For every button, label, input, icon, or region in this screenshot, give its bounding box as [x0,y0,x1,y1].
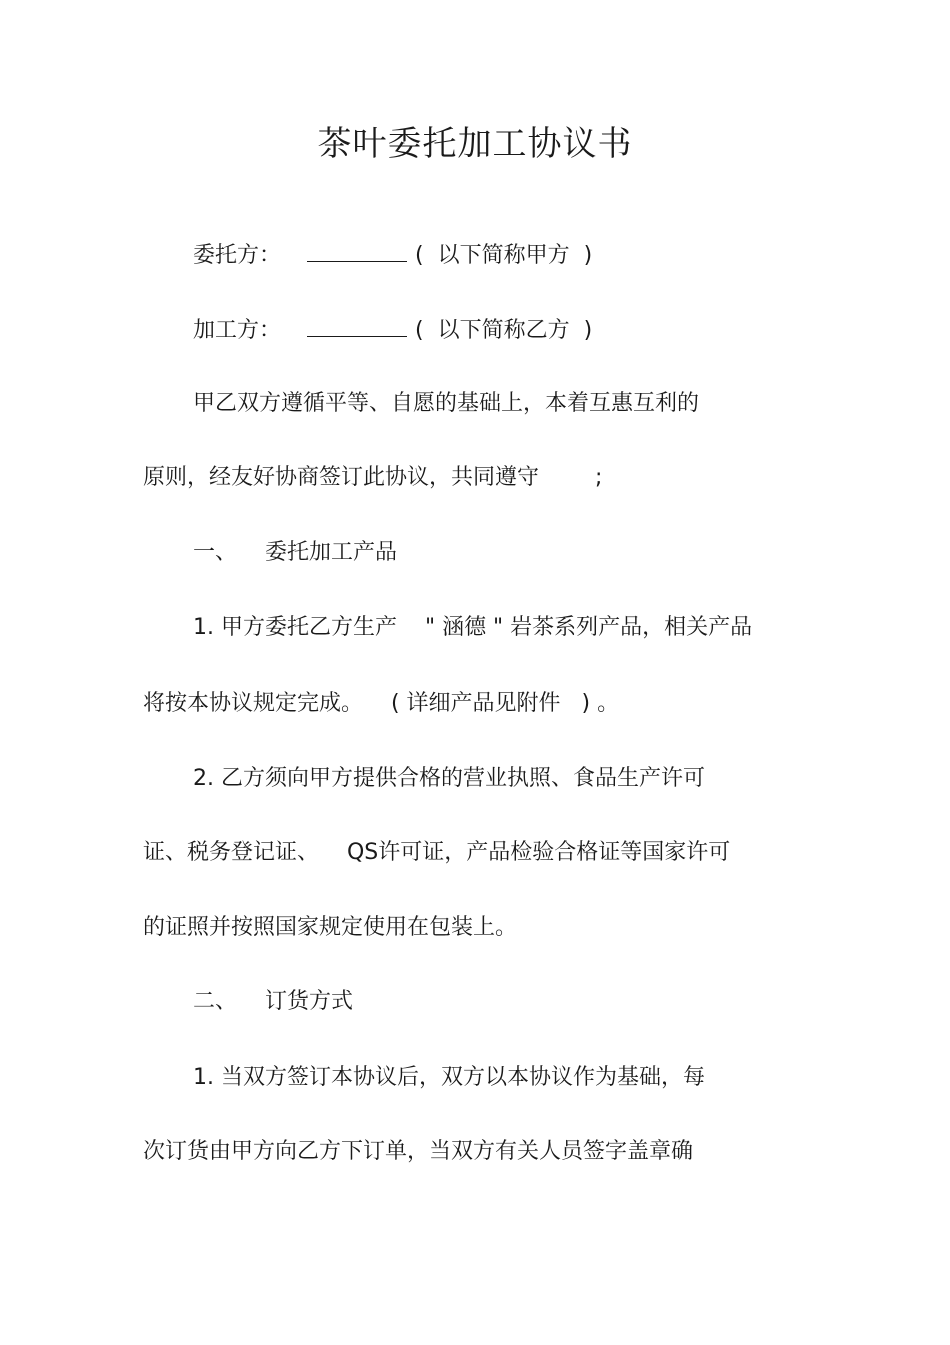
section1-item1-line-1: 1. 甲方委托乙方生产 " 涵德 " 岩茶系列产品，相关产品 [193,615,753,640]
section1-item2-line-3: 的证照并按照国家规定使用在包装上。 [143,915,518,940]
section2-heading: 二、 订货方式 [193,989,353,1014]
preamble-line-1: 甲乙双方遵循平等、自愿的基础上，本着互惠互利的 [193,391,700,416]
party-b-note: ( 以下简称乙方 ) [415,318,593,343]
section2-item1-line-1: 1. 当双方签订本协议后，双方以本协议作为基础，每 [193,1065,705,1090]
section1-item2-line-1: 2. 乙方须向甲方提供合格的营业执照、食品生产许可 [193,766,705,791]
section2-item1-line-2: 次订货由甲方向乙方下订单，当双方有关人员签字盖章确 [143,1139,694,1164]
party-b-line [193,314,592,346]
party-a-label: 委托方： [193,243,282,268]
section1-item2-line-2: 证、税务登记证、 QS许可证，产品检验合格证等国家许可 [143,840,731,865]
section1-item1-line-2: 将按本协议规定完成。 ( 详细产品见附件 ) 。 [143,691,620,716]
party-b-label: 加工方： [193,318,282,343]
party-a-note: ( 以下简称甲方 ) [415,243,593,268]
preamble-line-2: 原则，经友好协商签订此协议，共同遵守 ; [143,465,603,490]
party-a-blank [307,239,407,262]
party-b-blank [307,314,407,337]
party-a-line [193,239,592,271]
document-title: 茶叶委托加工协议书 [317,124,633,164]
section1-heading: 一、 委托加工产品 [193,540,397,565]
